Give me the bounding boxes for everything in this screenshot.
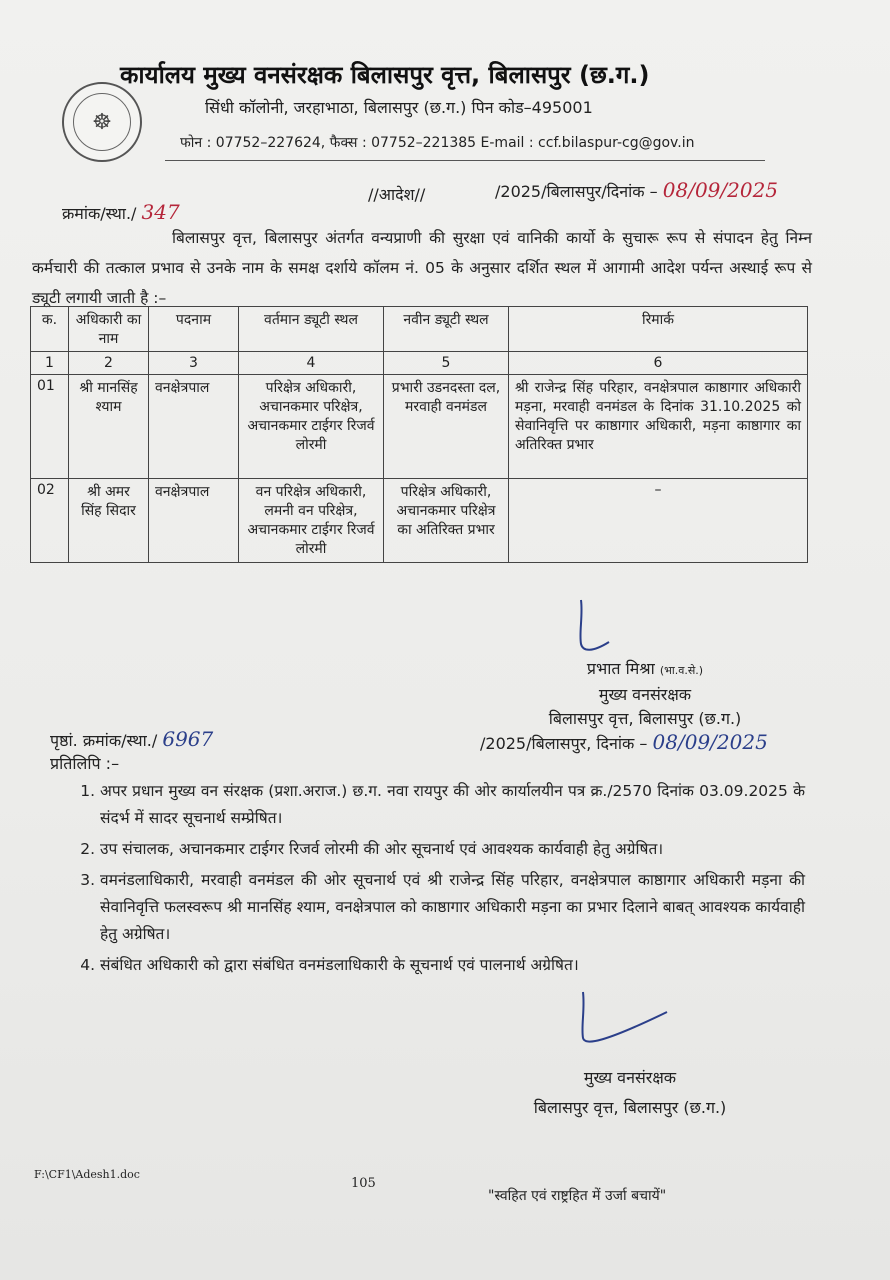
order-date-prefix: /2025/बिलासपुर/दिनांक –	[495, 182, 658, 201]
table-cell-designation: वनक्षेत्रपाल	[149, 479, 239, 563]
table-cell-name: श्री मानसिंह श्याम	[69, 375, 149, 479]
table-colnum-row	[31, 352, 808, 375]
signature-mark-1	[575, 598, 615, 658]
list-item: 4. संबंधित अधिकारी को द्वारा संबंधित वनमंडलाधिकारी के सूचनार्थ एवं पालनार्थ अग्रेषित।	[100, 952, 805, 979]
signatory-service: (भा.व.से.)	[659, 664, 704, 677]
table-header-cell: क.	[31, 307, 69, 352]
endorsement-date-prefix: /2025/बिलासपुर, दिनांक –	[480, 734, 648, 753]
order-reference	[62, 200, 180, 224]
endorsement-date-value: 08/09/2025	[652, 730, 768, 754]
order-body-text: बिलासपुर वृत्त, बिलासपुर अंतर्गत वन्यप्राणी की सुरक्षा एवं वानिकी कार्यो के सुचारू रूप से संपादन हेतु निम्न कर्मचारी की तत्काल प्रभाव से उनके नाम के समक्ष दर्शाये कॉलम नं. 05 के अनुसार दर्शित स्थल में आगामी आदेश पर्यन्त अस्थाई रूप से ड्यूटी लगायी जाती है :–	[32, 229, 812, 307]
table-cell-name: श्री अमर सिंह सिदार	[69, 479, 149, 563]
table-colnum-cell: 1	[31, 352, 69, 375]
signature-block-1	[500, 657, 790, 731]
table-colnum-cell: 2	[69, 352, 149, 375]
table-header-cell: वर्तमान ड्यूटी स्थल	[239, 307, 384, 352]
table-header-cell: रिमार्क	[509, 307, 808, 352]
duty-table	[30, 306, 808, 563]
table-colnum-cell: 3	[149, 352, 239, 375]
copy-list	[78, 778, 805, 983]
table-cell-sno: 02	[31, 479, 69, 563]
office-contact: फोन : 07752–227624, फैक्स : 07752–221385 E-mail : ccf.bilaspur-cg@gov.in	[180, 135, 695, 151]
table-header-row	[31, 307, 808, 352]
table-colnum-cell: 4	[239, 352, 384, 375]
signature-mark-2	[575, 990, 675, 1050]
list-item: 2. उप संचालक, अचानकमार टाईगर रिजर्व लोरमी की ओर सूचनार्थ एवं आवश्यक कार्यवाही हेतु अग्रेषित।	[100, 836, 805, 863]
table-header-cell: नवीन ड्यूटी स्थल	[384, 307, 509, 352]
office-address: सिंधी कॉलोनी, जरहाभाठा, बिलासपुर (छ.ग.) पिन कोड–495001	[205, 98, 593, 117]
table-cell-remark: –	[509, 479, 808, 563]
order-heading: //आदेश//	[368, 185, 426, 204]
endorsement-ref-number: 6967	[162, 727, 214, 751]
signature-block-2	[500, 1063, 760, 1123]
signatory-designation: मुख्य वनसंरक्षक	[583, 1068, 677, 1087]
table-header-cell: पदनाम	[149, 307, 239, 352]
endorsement-date	[480, 730, 768, 754]
endorsement-ref-prefix: पृष्ठां. क्रमांक/स्था./	[50, 731, 158, 750]
order-body	[32, 223, 812, 313]
signatory-office: बिलासपुर वृत्त, बिलासपुर (छ.ग.)	[548, 709, 742, 728]
office-title: कार्यालय मुख्य वनसंरक्षक बिलासपुर वृत्त, बिलासपुर (छ.ग.)	[120, 61, 650, 89]
list-item: 1. अपर प्रधान मुख्य वन संरक्षक (प्रशा.अराज.) छ.ग. नवा रायपुर की ओर कार्यालयीन पत्र क्र./2570 दिनांक 03.09.2025 के संदर्भ में सादर सूचनार्थ सम्प्रेषित।	[100, 778, 805, 832]
header-divider	[165, 160, 765, 161]
table-header-cell: अधिकारी का नाम	[69, 307, 149, 352]
signatory-name: प्रभात मिश्रा	[586, 659, 655, 678]
table-colnum-cell: 6	[509, 352, 808, 375]
table-cell-sno: 01	[31, 375, 69, 479]
table-cell-designation: वनक्षेत्रपाल	[149, 375, 239, 479]
table-cell-remark: श्री राजेन्द्र सिंह परिहार, वनक्षेत्रपाल काष्ठागार अधिकारी मड़ना, मरवाही वनमंडल के दिनांक 31.10.2025 को सेवानिवृत्ति पर काष्ठागार अधिकारी, मड़ना काष्ठागार का अतिरिक्त प्रभार	[509, 375, 808, 479]
state-emblem-icon: ☸	[62, 82, 142, 162]
page-number: 105	[351, 1176, 376, 1191]
footer-slogan: "स्वहित एवं राष्ट्रहित में उर्जा बचायें"	[488, 1188, 667, 1204]
signatory-office: बिलासपुर वृत्त, बिलासपुर (छ.ग.)	[533, 1098, 727, 1117]
order-ref-number: 347	[141, 200, 180, 224]
table-row	[31, 375, 808, 479]
table-cell-current: परिक्षेत्र अधिकारी, अचानकमार परिक्षेत्र, अचानकमार टाईगर रिजर्व लोरमी	[239, 375, 384, 479]
order-date-value: 08/09/2025	[662, 178, 779, 202]
table-row	[31, 479, 808, 563]
table-cell-new: परिक्षेत्र अधिकारी, अचानकमार परिक्षेत्र का अतिरिक्त प्रभार	[384, 479, 509, 563]
order-date	[495, 178, 778, 202]
table-cell-current: वन परिक्षेत्र अधिकारी, लमनी वन परिक्षेत्र, अचानकमार टाईगर रिजर्व लोरमी	[239, 479, 384, 563]
list-item: 3. वमनंडलाधिकारी, मरवाही वनमंडल की ओर सूचनार्थ एवं श्री राजेन्द्र सिंह परिहार, वनक्षेत्रपाल काष्ठागार अधिकारी मड़ना की सेवानिवृत्ति फलस्वरूप श्री मानसिंह श्याम, वनक्षेत्रपाल को काष्ठागार अधिकारी मड़ना का प्रभार दिलाने बाबत् आवश्यक कार्यवाही हेतु अग्रेषित।	[100, 867, 805, 948]
file-path: F:\CF1\Adesh1.doc	[34, 1168, 140, 1181]
endorsement-reference	[50, 727, 213, 751]
signatory-designation: मुख्य वनसंरक्षक	[598, 685, 692, 704]
copy-label: प्रतिलिपि :–	[50, 754, 120, 773]
order-ref-prefix: क्रमांक/स्था./	[62, 204, 137, 223]
table-colnum-cell: 5	[384, 352, 509, 375]
table-cell-new: प्रभारी उडनदस्ता दल, मरवाही वनमंडल	[384, 375, 509, 479]
